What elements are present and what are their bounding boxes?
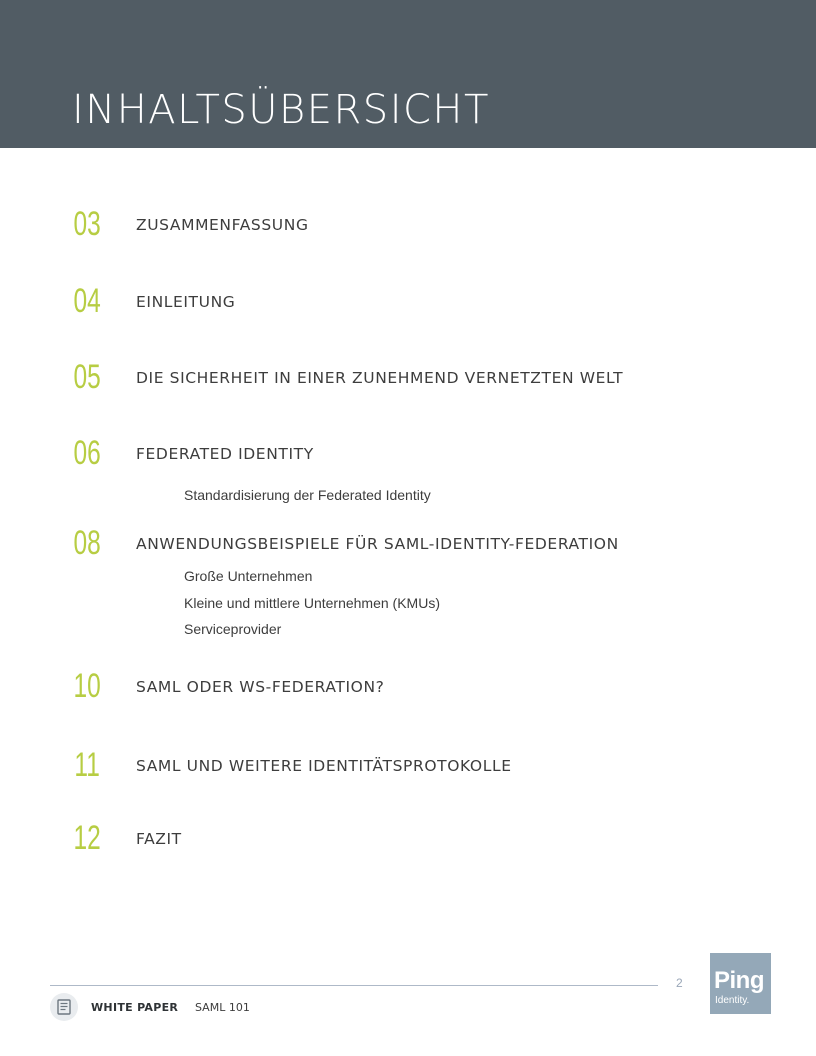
document-icon [50,993,78,1021]
toc-page-number: 06 [73,434,101,472]
toc-title[interactable]: FAZIT [136,830,182,848]
toc-title[interactable]: DIE SICHERHEIT IN EINER ZUNEHMEND VERNETZTEN WELT [136,369,624,387]
toc-title[interactable]: SAML ODER WS-FEDERATION? [136,678,385,696]
toc-title[interactable]: SAML UND WEITERE IDENTITÄTSPROTOKOLLE [136,757,512,775]
page-number: 2 [676,976,683,990]
toc-page-number: 08 [73,524,101,562]
toc-title[interactable]: ANWENDUNGSBEISPIELE FÜR SAML-IDENTITY-FEDERATION [136,535,619,553]
toc-page-number: 05 [73,358,101,396]
toc-subsection[interactable]: Kleine und mittlere Unternehmen (KMUs) [184,595,440,611]
footer-divider [50,985,658,986]
toc-page-number: 10 [73,667,101,705]
toc-title[interactable]: FEDERATED IDENTITY [136,445,314,463]
toc-title[interactable]: EINLEITUNG [136,293,236,311]
toc-title[interactable]: ZUSAMMENFASSUNG [136,216,309,234]
logo-word: Ping [714,967,764,994]
toc-page-number: 04 [73,282,101,320]
header-band [0,0,816,148]
footer-document-name: SAML 101 [195,1001,250,1014]
logo-subword: Identity. [715,995,750,1006]
ping-identity-logo [710,953,771,1014]
toc-page-number: 12 [73,819,101,857]
toc-subsection[interactable]: Serviceprovider [184,621,282,637]
toc-subsection[interactable]: Große Unternehmen [184,568,313,584]
page-title: INHALTSÜBERSICHT [72,87,490,133]
toc-page-number: 11 [74,746,100,784]
footer-label: WHITE PAPER [91,1001,179,1014]
toc-page-number: 03 [73,205,101,243]
toc-subsection[interactable]: Standardisierung der Federated Identity [184,487,431,503]
